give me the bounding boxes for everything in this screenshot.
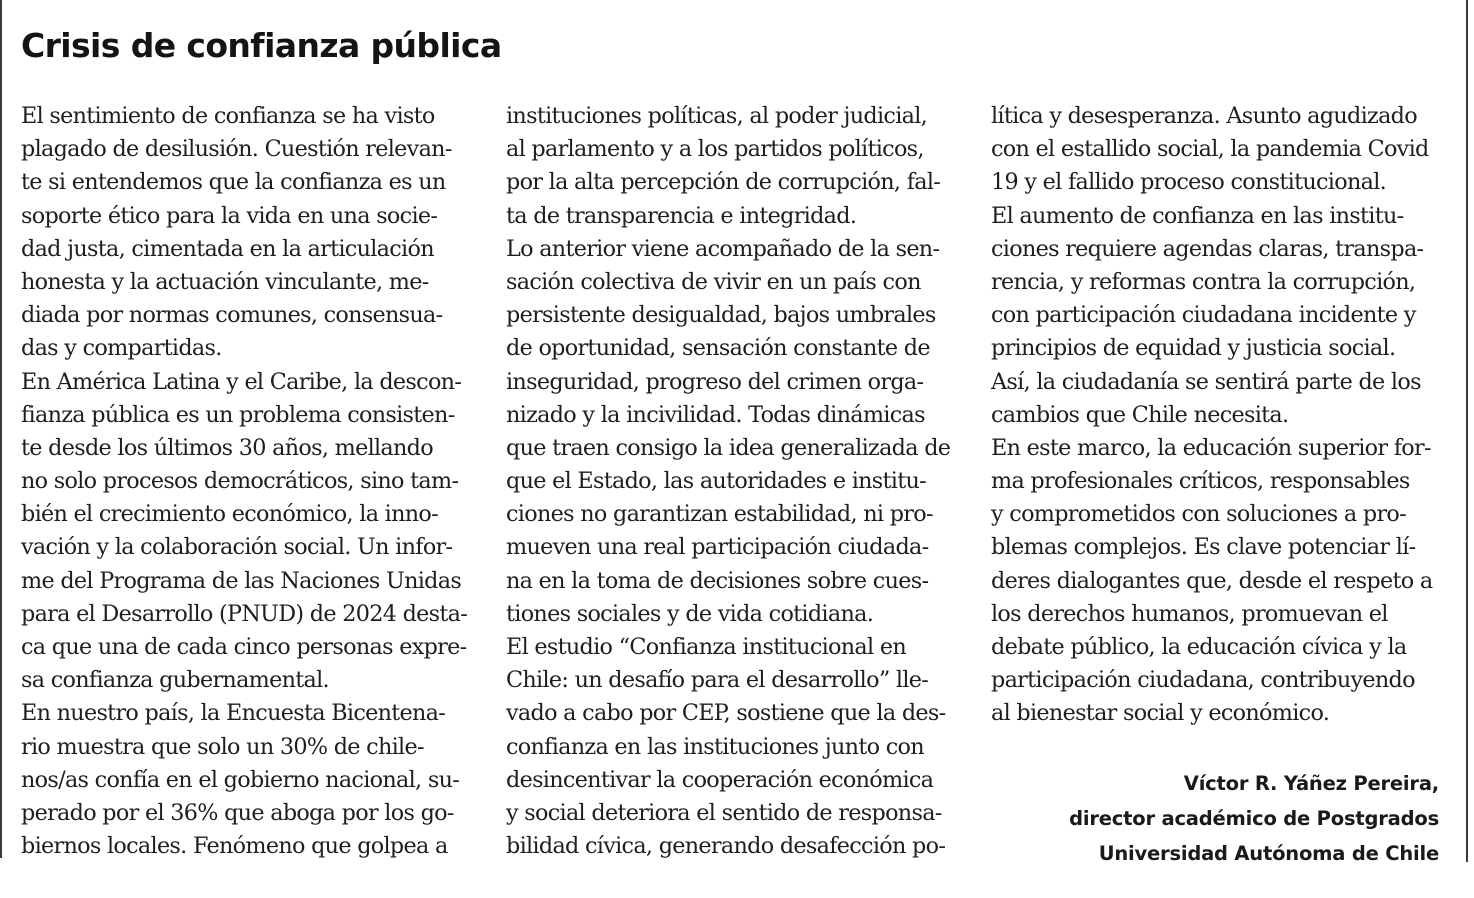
text-line: y social deteriora el sentido de responsa- [506,799,942,826]
text-line: ciones requiere agendas claras, transpa- [991,235,1424,262]
text-line: con el estallido social, la pandemia Covid [991,136,1429,163]
text-line: 19 y el fallido proceso constitucional. [991,169,1387,196]
text-line: dad justa, cimentada en la articulación [21,235,434,262]
text-line: te desde los últimos 30 años, mellando [21,434,433,461]
text-line: ta de transparencia e integridad. [506,202,857,229]
text-line: principios de equidad y justicia social. [991,335,1396,362]
text-line: vado a cabo por CEP, sostiene que la des- [506,700,946,727]
text-line: das y compartidas. [21,335,222,362]
text-line: vación y la colaboración social. Un infor- [21,534,453,561]
text-line: de oportunidad, sensación constante de [506,335,930,362]
text-line: los derechos humanos, promuevan el [991,600,1388,627]
author-name: Víctor R. Yáñez Pereira, [1183,772,1439,795]
right-column-rule [1466,0,1468,862]
text-line: honesta y la actuación vinculante, me- [21,268,429,295]
text-line: y comprometidos con soluciones a pro- [991,501,1406,528]
text-line: En nuestro país, la Encuesta Bicentena- [21,700,446,727]
text-line: inseguridad, progreso del crimen orga- [506,368,924,395]
article-headline: Crisis de confianza pública [21,26,502,65]
text-line: perado por el 36% que aboga por los go- [21,799,454,826]
text-line: rencia, y reformas contra la corrupción, [991,268,1416,295]
text-line: cambios que Chile necesita. [991,401,1289,428]
text-line: al bienestar social y económico. [991,700,1330,727]
author-institution: Universidad Autónoma de Chile [1098,842,1439,865]
text-line: ca que una de cada cinco personas expre- [21,634,467,660]
article-column-1 [21,100,471,863]
text-line: diada por normas comunes, consensua- [21,302,443,329]
text-line: persistente desigualdad, bajos umbrales [506,302,936,329]
text-line: fianza pública es un problema consisten- [21,401,455,428]
text-line: plagado de desilusión. Cuestión relevan- [21,136,452,163]
text-line: ma profesionales críticos, responsables [991,468,1410,495]
text-line: te si entendemos que la confianza es un [21,169,446,196]
text-line: nos/as confía en el gobierno nacional, su- [21,766,460,793]
text-line: me del Programa de las Naciones Unidas [21,567,462,594]
text-line: deres dialogantes que, desde el respeto a [991,567,1433,594]
left-column-rule [0,0,2,858]
text-line: bilidad cívica, generando desafección po- [506,833,946,860]
text-line: na en la toma de decisiones sobre cues- [506,567,929,594]
text-line: lítica y desesperanza. Asunto agudizado [991,103,1417,129]
text-line: que el Estado, las autoridades e institu- [506,468,926,495]
text-line: Chile: un desafío para el desarrollo” lle- [506,667,929,694]
text-line: que traen consigo la idea generalizada de [506,434,951,461]
text-line: no solo procesos democráticos, sino tam- [21,468,459,495]
text-line: mueven una real participación ciudada- [506,534,929,561]
text-line: confianza en las instituciones junto con [506,733,924,760]
author-role: director académico de Postgrados [1069,807,1439,830]
text-line: En este marco, la educación superior for- [991,434,1431,461]
text-line: para el Desarrollo (PNUD) de 2024 desta- [21,600,468,627]
text-line: Así, la ciudadanía se sentirá parte de los [991,368,1421,395]
text-line: con participación ciudadana incidente y [991,302,1416,329]
text-line: instituciones políticas, al poder judicial, [506,103,928,129]
text-line: rio muestra que solo un 30% de chile- [21,733,424,760]
text-line: El estudio “Confianza institucional en [506,634,906,660]
text-line: El sentimiento de confianza se ha visto [21,103,435,129]
text-line: debate público, la educación cívica y la [991,634,1407,660]
article-column-2 [506,100,956,863]
text-line: blemas complejos. Es clave potenciar lí- [991,534,1416,561]
text-line: sa confianza gubernamental. [21,667,329,694]
article-column-3 [991,100,1441,731]
text-line: al parlamento y a los partidos políticos, [506,136,924,163]
text-line: En América Latina y el Caribe, la descon- [21,368,462,395]
text-line: desincentivar la cooperación económica [506,766,934,793]
author-signature [991,766,1439,871]
text-line: nizado y la incivilidad. Todas dinámicas [506,401,925,428]
text-line: por la alta percepción de corrupción, fal- [506,169,941,196]
text-line: soporte ético para la vida en una socie- [21,202,438,229]
text-line: participación ciudadana, contribuyendo [991,667,1415,694]
text-line: El aumento de confianza en las institu- [991,202,1404,229]
text-line: bién el crecimiento económico, la inno- [21,501,438,528]
text-line: sación colectiva de vivir en un país con [506,268,921,295]
text-line: Lo anterior viene acompañado de la sen- [506,235,940,262]
text-line: biernos locales. Fenómeno que golpea a [21,833,448,860]
text-line: tiones sociales y de vida cotidiana. [506,600,874,627]
text-line: ciones no garantizan estabilidad, ni pro- [506,501,933,528]
